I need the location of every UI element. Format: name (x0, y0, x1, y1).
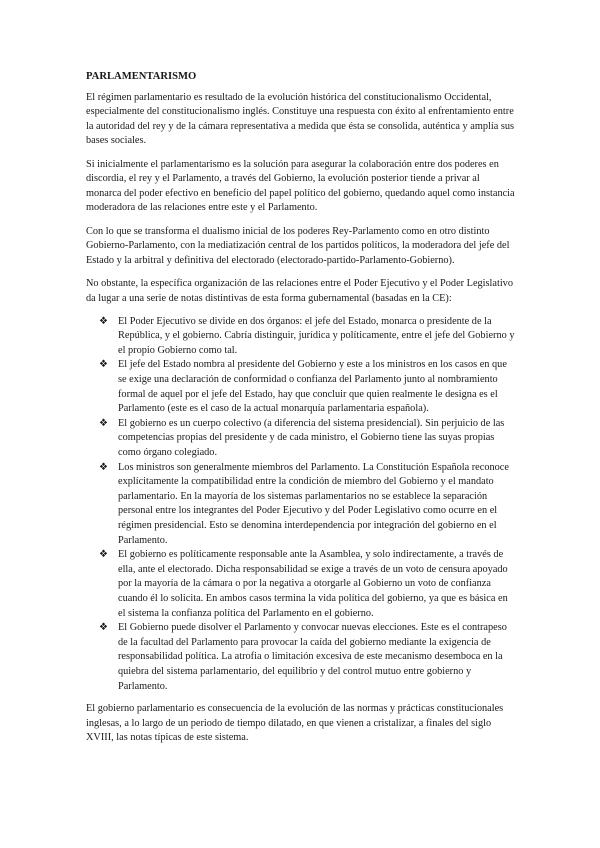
list-item-text: El gobierno es un cuerpo colectivo (a diferencia del sistema presidencial). Sin perjuicio de las competencias propias del presidente y de cada ministro, el Gobierno tiene las suyas propias como órgano colegiado. (118, 417, 505, 459)
list-item-text: Los ministros son generalmente miembros del Parlamento. La Constitución Española reconoce explícitamente la compatibilidad entre la condición de miembro del Gobierno y el mandato parlamentario. En la mayoría de los sistemas parlamentarios no se establece la separación personal entre los integrantes del Poder Ejecutivo y del Poder Legislativo como ocurre en el régimen presidencial. Esto se denomina interdependencia por integración del gobierno en el Parlamento. (118, 461, 509, 546)
diamond-bullet-icon: ❖ (99, 417, 108, 429)
diamond-bullet-icon: ❖ (99, 359, 108, 371)
diamond-bullet-icon: ❖ (99, 622, 108, 634)
list-item (99, 315, 516, 359)
list-item (99, 621, 516, 694)
diamond-bullet-icon: ❖ (99, 549, 108, 561)
list-item-text: El gobierno es políticamente responsable ante la Asamblea, y solo indirectamente, a través de ella, ante el electorado. Dicha responsabilidad se exige a través de un voto de censura apoyado por la mayoría de la cámara o por la negativa a otorgarle al Gobierno un voto de confianza cuando él lo solicita. En ambos casos termina la vida política del gobierno, ya que es básica en el sistema la confianza política del Parlamento en el gobierno. (118, 549, 508, 619)
paragraph-evolution: Si inicialmente el parlamentarismo es la solución para asegurar la colaboración entre dos poderes en discordia, el rey y el Parlamento, a través del Gobierno, la evolución posterior tiende a privar al monarca del poder efectivo en beneficio del papel político del gobierno, quedando aquel como instancia moderadora de las relaciones entre este y el Parlamento. (86, 158, 515, 214)
list-item-text: El Poder Ejecutivo se divide en dos órganos: el jefe del Estado, monarca o presidente de la República, y el gobierno. Cabría distinguir, jurídica y políticamente, entre el jefe del Gobierno y el propio Gobierno como tal. (118, 315, 515, 356)
list-item (99, 417, 516, 461)
list-item (99, 461, 516, 549)
document-title: PARLAMENTARISMO (86, 71, 197, 82)
list-item (99, 358, 516, 416)
diamond-bullet-icon: ❖ (99, 461, 108, 473)
list-item-text: El Gobierno puede disolver el Parlamento y convocar nuevas elecciones. Este es el contrapeso de la facultad del Parlamento para provocar la caída del gobierno mediante la exigencia de responsabilidad política. La atrofia o limitación excesiva de este mecanismo desemboca en la quiebra del sistema parlamentario, del equilibrio y del control mutuo entre gobierno y Parlamento. (118, 622, 507, 692)
list-item (99, 548, 516, 621)
paragraph-closing: El gobierno parlamentario es consecuencia de la evolución de las normas y prácticas constitucionales inglesas, a lo largo de un periodo de tiempo dilatado, en que vienen a cristalizar, a finales del siglo XVIII, las notas típicas de este sistema. (86, 703, 504, 744)
paragraph-notes-intro: No obstante, la específica organización de las relaciones entre el Poder Ejecutivo y el Poder Legislativo da lugar a una serie de notas distintivas de esta forma gubernamental (basadas en la CE): (86, 277, 513, 304)
paragraph-dualism: Con lo que se transforma el dualismo inicial de los poderes Rey-Parlamento como en otro distinto Gobierno-Parlamento, con la mediatización central de los partidos políticos, la moderadora del jefe del Estado y la arbitral y definitiva del electorado (electorado-partido-Parlamento-Gobierno). (86, 225, 510, 266)
paragraph-origin: El régimen parlamentario es resultado de la evolución histórica del constitucionalismo Occidental, especialmente del constitucionalismo inglés. Constituye una respuesta con éxito al enfrentamiento entre la autoridad del rey y de la cámara representativa a medida que ésta se consolida, auténtica y amplía sus bases sociales. (86, 91, 514, 147)
distinctive-notes-list (86, 315, 516, 694)
document-page (86, 70, 516, 755)
diamond-bullet-icon: ❖ (99, 315, 108, 327)
list-item-text: El jefe del Estado nombra al presidente del Gobierno y este a los ministros en los casos en que se exige una declaración de conformidad o confianza del Parlamento junto al nombramiento formal de aquel por el jefe del Estado, hay que concluir que quien realmente le designa es el Parlamento (este es el caso de la actual monarquía parlamentaria española). (118, 359, 507, 415)
